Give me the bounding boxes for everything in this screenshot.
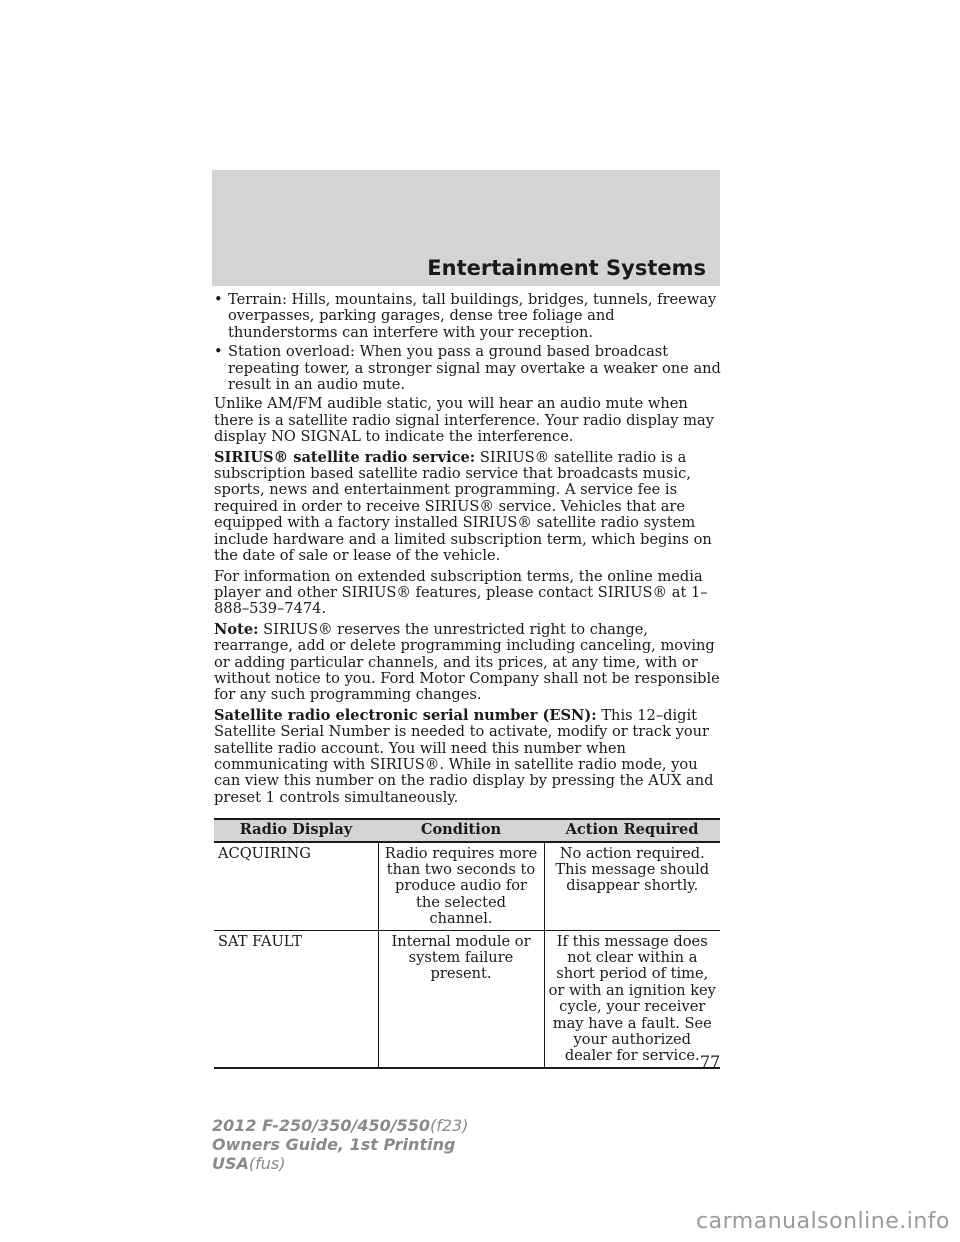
footer-line-region xyxy=(212,1154,468,1173)
bullet-text: Terrain: Hills, mountains, tall buildings, bridges, tunnels, freeway overpasses, parking garages, dense tree foliage and thunderstorms can interfere with your reception. xyxy=(228,291,717,341)
footer-region: USA xyxy=(212,1154,249,1173)
note-label: Note: xyxy=(214,620,259,638)
bullet-item-station-overload xyxy=(214,344,722,393)
radio-display-table xyxy=(214,818,720,1069)
bullet-dot-icon: • xyxy=(214,343,223,361)
document-footer xyxy=(212,1116,468,1173)
table-header-row xyxy=(214,819,720,841)
table-cell: No action required. This message should disappear shortly. xyxy=(544,842,720,931)
paragraph-audio-mute: Unlike AM/FM audible static, you will hear an audio mute when there is a satellite radio signal interference. Your radio display may display NO SIGNAL to indicate the interference. xyxy=(214,395,714,446)
bullet-dot-icon: • xyxy=(214,291,223,308)
sirius-heading: SIRIUS® satellite radio service: xyxy=(214,448,476,466)
page-number: 77 xyxy=(700,1052,721,1071)
paragraph-note xyxy=(214,622,722,704)
table-cell: If this message does not clear within a short period of time, or with an ignition key cycle, your receiver may have a fault. See your authorized dealer for service. xyxy=(544,930,720,1068)
footer-model: 2012 F-250/350/450/550 xyxy=(212,1116,430,1135)
footer-region-code: (fus) xyxy=(248,1154,286,1173)
table-cell: Internal module or system failure present. xyxy=(378,930,544,1068)
footer-line-model xyxy=(212,1116,468,1135)
sirius-text: SIRIUS® satellite radio is a subscription based satellite radio service that broadcasts music, sports, news and entertainment programming. A service fee is required in order to receive SIRIUS® service. Vehicles that are equipped with a factory installed SIRIUS® satellite radio system include hardware and a limited subscription term, which begins on the date of sale or lease of the vehicle. xyxy=(214,448,712,565)
esn-text: This 12–digit Satellite Serial Number is needed to activate, modify or track your satellite radio account. You will need this number when communicating with SIRIUS®. While in satellite radio mode, you can view this number on the radio display by pressing the AUX and preset 1 controls simultaneously. xyxy=(214,706,714,806)
page-content xyxy=(214,292,722,1069)
column-header: Condition xyxy=(378,819,544,841)
bullet-item-terrain xyxy=(214,292,722,341)
column-header: Action Required xyxy=(544,819,720,841)
table-row xyxy=(214,842,720,931)
paragraph-esn xyxy=(214,708,722,806)
column-header: Radio Display xyxy=(214,819,378,841)
table-cell: Radio requires more than two seconds to produce audio for the selected channel. xyxy=(378,842,544,931)
table-row xyxy=(214,930,720,1068)
section-title: Entertainment Systems xyxy=(427,256,706,280)
table-cell: ACQUIRING xyxy=(214,842,378,931)
footer-model-code: (f23) xyxy=(430,1116,469,1135)
esn-heading: Satellite radio electronic serial number (ESN): xyxy=(214,706,597,724)
section-header-band xyxy=(212,170,720,286)
footer-line-guide: Owners Guide, 1st Printing xyxy=(212,1135,456,1154)
paragraph-subscription-info: For information on extended subscription terms, the online media player and other SIRIUS® features, please contact SIRIUS® at 1–888–539–7474. xyxy=(214,567,708,618)
bullet-text: Station overload: When you pass a ground based broadcast repeating tower, a stronger signal may overtake a weaker one and result in an audio mute. xyxy=(228,343,721,394)
watermark: carmanualsonline.info xyxy=(696,1209,950,1234)
paragraph-sirius-service xyxy=(214,450,722,565)
table-cell: SAT FAULT xyxy=(214,930,378,1068)
note-text: SIRIUS® reserves the unrestricted right to change, rearrange, add or delete programming including canceling, moving or adding particular channels, and its prices, at any time, with or without notice to you. Ford Motor Company shall not be responsible for any such programming changes. xyxy=(214,620,720,704)
